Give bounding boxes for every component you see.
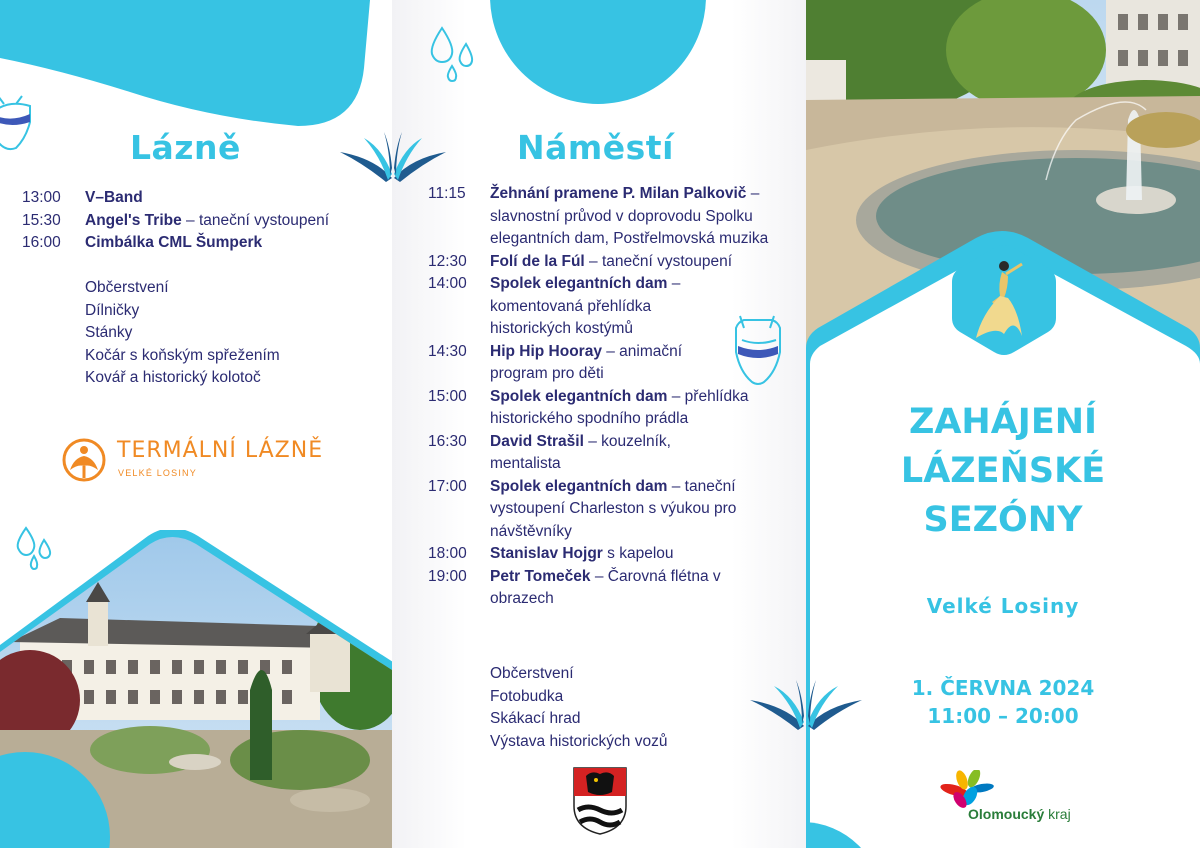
flower-logo-icon [932,770,1002,810]
namesti-schedule [428,183,788,611]
schedule-time: 16:00 [22,234,61,251]
schedule-row [22,187,382,210]
schedule-time: 12:30 [428,252,467,270]
schedule-time: 16:30 [428,432,467,450]
schedule-performer: Spolek elegantních dam [490,275,668,292]
schedule-time: 14:30 [428,342,467,360]
schedule-performer: David Strašil [490,432,584,450]
dancer-icon [952,244,1056,356]
lazne-schedule [22,187,382,255]
schedule-performer: Spolek elegantních dam [490,477,668,495]
schedule-detail: – Čarovná flétna v obrazech [490,567,721,607]
schedule-performer: Stanislav Hojgr [490,545,603,562]
event-place: Velké Losiny [926,594,1080,618]
coat-of-arms-icon [572,766,628,836]
schedule-row [428,183,788,251]
lazne-extras [85,277,280,390]
extra-item: Kočár s koňským spřežením [85,346,280,364]
event-date: 1. ČERVNA 2024 [911,676,1095,700]
sponsor-name-bold: Olomoucký [968,806,1045,822]
schedule-row [22,210,382,233]
extra-item: Výstava historických vozů [490,732,668,750]
splash-decoration-bottom-left [746,674,806,732]
schedule-detail: – slavnostní průvod v doprovodu Spolku elegantních dam, Postřelmovská muzika [490,185,769,247]
schedule-performer: Hip Hip Hooray [490,342,602,360]
schedule-detail: – taneční vystoupení Charleston s výukou pro návštěvníky [490,477,737,540]
panel-cover [806,0,1200,848]
termalni-lazne-logo [62,436,362,486]
splash-decoration-top-right [392,128,452,184]
schedule-row [428,566,788,611]
schedule-detail: s kapelou [602,545,674,562]
top-blob-decoration [0,0,392,140]
namesti-extras [490,663,667,753]
schedule-detail: – taneční vystoupení [584,252,733,270]
schedule-row [428,543,788,566]
schedule-performer: Petr Tomeček [490,567,591,585]
logo-title: TERMÁLNÍ LÁZNĚ [117,438,324,463]
bodysuit-icon [0,92,36,162]
spa-logo-icon [62,436,106,482]
schedule-row [428,476,788,544]
event-title [806,398,1200,545]
namesti-heading: Náměstí [517,128,674,167]
schedule-detail: – přehlídka historického spodního prádla [490,387,749,427]
schedule-detail: – animační program pro děti [490,342,683,382]
schedule-detail: – taneční vystoupení [181,211,330,229]
schedule-time: 11:15 [428,185,466,202]
panel-namesti [392,0,806,848]
splash-decoration-top [334,128,392,184]
olomoucky-kraj-logo [930,770,1110,826]
schedule-performer: Spolek elegantních dam [490,387,668,405]
extra-item: Dílničky [85,301,140,319]
schedule-time: 13:00 [22,189,61,206]
extra-item: Kovář a historický kolotoč [85,369,261,386]
extra-item: Fotobudka [490,687,564,705]
schedule-time: 17:00 [428,477,467,495]
schedule-performer: Cimbálka CML Šumperk [85,234,263,251]
splash-decoration-bottom-right [806,674,866,732]
extra-item: Občerstvení [490,665,574,682]
schedule-performer: V–Band [85,189,143,206]
schedule-detail: – komentovaná přehlídka historických kostýmů [490,275,681,337]
title-line: SEZÓNY [923,500,1083,540]
logo-subtitle: VELKÉ LOSINY [118,468,197,478]
schedule-time: 19:00 [428,567,467,585]
schedule-performer: Folí de la Fúl [490,252,585,270]
schedule-time: 18:00 [428,545,467,562]
title-line: ZAHÁJENÍ [908,402,1098,442]
schedule-time: 15:30 [22,211,61,229]
bodysuit-icon [730,312,786,392]
schedule-performer: Žehnání pramene P. Milan Palkovič [490,185,747,202]
sponsor-name-rest: kraj [1044,806,1071,822]
schedule-row [22,232,382,255]
schedule-row [428,431,788,476]
extra-item: Skákací hrad [490,710,581,727]
sponsor-name [968,806,1071,822]
event-time: 11:00 – 20:00 [927,704,1079,728]
panel-lazne [0,0,392,848]
schedule-detail: – kouzelník, mentalista [490,432,671,472]
extra-item: Občerstvení [85,279,169,296]
schedule-performer: Angel's Tribe [85,211,182,229]
schedule-row [428,386,788,431]
schedule-time: 14:00 [428,275,467,292]
extra-item: Stánky [85,324,133,341]
schedule-row [428,251,788,274]
title-line: LÁZEŇSKÉ [900,451,1106,491]
water-drops-icon [426,26,478,84]
circle-decoration-top [490,0,706,104]
lazne-heading: Lázně [130,128,241,167]
schedule-time: 15:00 [428,387,467,405]
